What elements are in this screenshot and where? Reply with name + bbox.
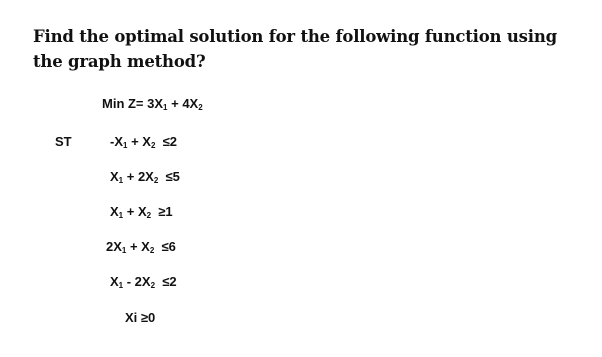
constraint-3-term-a: X — [110, 204, 119, 219]
constraint-1-term-a: -X — [110, 134, 123, 149]
constraint-5-term-a: X — [110, 274, 119, 289]
constraint-3-relation: ≥1 — [151, 204, 173, 219]
constraint-2 — [110, 169, 180, 184]
constraint-3-term-b: + X — [123, 204, 147, 219]
objective-sub-1: 1 — [163, 103, 168, 112]
constraint-2-term-b: + 2X — [123, 169, 154, 184]
constraint-4-sub-1: 1 — [121, 246, 127, 255]
constraint-2-sub-2: 2 — [153, 176, 159, 185]
constraint-1-relation: ≤2 — [155, 134, 177, 149]
constraint-5-relation: ≤2 — [155, 274, 177, 289]
constraint-4-term-b: + X — [126, 239, 150, 254]
constraint-5-sub-1: 1 — [118, 281, 124, 290]
constraint-4-relation: ≤6 — [154, 239, 176, 254]
constraint-1-sub-2: 2 — [150, 141, 156, 150]
constraint-3 — [110, 204, 173, 219]
objective-mid: + 4X — [167, 96, 199, 111]
constraint-3-sub-1: 1 — [118, 211, 124, 220]
objective-prefix: Min Z= 3X — [102, 96, 164, 111]
constraint-5 — [110, 274, 177, 289]
constraint-2-relation: ≤5 — [158, 169, 180, 184]
objective-function — [102, 96, 203, 111]
non-negativity-constraint: Xi ≥0 — [125, 310, 156, 325]
constraint-5-term-b: - 2X — [123, 274, 151, 289]
constraint-1-sub-1: 1 — [123, 141, 128, 150]
subject-to-label: ST — [55, 134, 72, 149]
constraint-5-sub-2: 2 — [150, 281, 156, 290]
constraint-1 — [110, 134, 177, 149]
constraint-4-term-a: 2X — [106, 239, 122, 254]
question-text: Find the optimal solution for the following function using the graph method? — [33, 27, 557, 71]
constraint-3-sub-2: 2 — [146, 211, 152, 220]
constraint-4 — [106, 239, 176, 254]
objective-sub-2: 2 — [198, 103, 203, 112]
constraint-2-sub-1: 1 — [118, 176, 124, 185]
constraint-1-term-b: + X — [127, 134, 151, 149]
constraint-2-term-a: X — [110, 169, 119, 184]
constraint-4-sub-2: 2 — [149, 246, 155, 255]
